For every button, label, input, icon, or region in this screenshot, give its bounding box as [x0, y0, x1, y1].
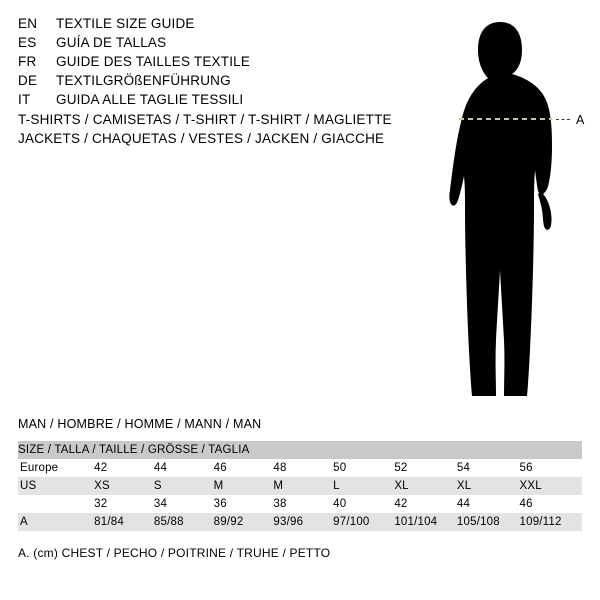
language-row — [18, 52, 378, 71]
row-label: A — [18, 513, 94, 531]
table-row — [18, 459, 582, 477]
row-label: Europe — [18, 459, 94, 477]
male-torso-silhouette-icon — [400, 10, 600, 410]
row-cell: L — [333, 477, 394, 495]
table-footnote: A. (cm) CHEST / PECHO / POITRINE / TRUHE / PETTO — [18, 546, 331, 560]
row-cell: 42 — [94, 459, 154, 477]
language-row — [18, 14, 378, 33]
language-list — [18, 14, 378, 109]
row-cell: 85/88 — [154, 513, 214, 531]
row-cell: 46 — [214, 459, 274, 477]
row-cell: XXL — [520, 477, 583, 495]
row-cell: M — [273, 477, 333, 495]
row-cell: 36 — [214, 495, 274, 513]
row-cell: 40 — [333, 495, 394, 513]
language-text: GUIDA ALLE TAGLIE TESSILI — [56, 92, 244, 107]
row-cell: 97/100 — [333, 513, 394, 531]
row-cell: 101/104 — [394, 513, 457, 531]
language-code: DE — [18, 73, 38, 88]
language-code: IT — [18, 92, 31, 107]
row-label — [18, 495, 94, 513]
language-code: ES — [18, 35, 37, 50]
figure-illustration — [400, 10, 600, 410]
row-cell: 56 — [520, 459, 583, 477]
row-cell: 44 — [154, 459, 214, 477]
category-list — [18, 110, 418, 148]
table-row — [18, 477, 582, 495]
row-label: US — [18, 477, 94, 495]
language-row — [18, 33, 378, 52]
row-cell: 52 — [394, 459, 457, 477]
row-cell: S — [154, 477, 214, 495]
table-header-row — [18, 441, 582, 459]
row-cell: 105/108 — [457, 513, 520, 531]
chest-leader-line — [556, 119, 570, 120]
row-cell: 34 — [154, 495, 214, 513]
table-header-label: SIZE / TALLA / TAILLE / GRÖSSE / TAGLIA — [18, 441, 582, 459]
category-tshirts: T-SHIRTS / CAMISETAS / T-SHIRT / T-SHIRT / MAGLIETTE — [18, 112, 392, 127]
language-row — [18, 71, 378, 90]
row-cell: 89/92 — [214, 513, 274, 531]
row-cell: 48 — [273, 459, 333, 477]
row-cell: 81/84 — [94, 513, 154, 531]
language-code: FR — [18, 54, 37, 69]
row-cell: 50 — [333, 459, 394, 477]
row-cell: XL — [394, 477, 457, 495]
row-cell: 32 — [94, 495, 154, 513]
table-title: MAN / HOMBRE / HOMME / MANN / MAN — [18, 417, 262, 431]
row-cell: XS — [94, 477, 154, 495]
table-row — [18, 513, 582, 531]
row-cell: 42 — [394, 495, 457, 513]
language-text: TEXTILGRÖßENFÜHRUNG — [56, 73, 231, 88]
language-text: GUIDE DES TAILLES TEXTILE — [56, 54, 251, 69]
chest-marker-label: A — [576, 113, 585, 127]
row-cell: 109/112 — [520, 513, 583, 531]
row-cell: 54 — [457, 459, 520, 477]
size-table — [18, 441, 582, 531]
table-row — [18, 495, 582, 513]
row-cell: 44 — [457, 495, 520, 513]
language-text: GUÍA DE TALLAS — [56, 35, 167, 50]
language-row — [18, 90, 378, 109]
category-jackets: JACKETS / CHAQUETAS / VESTES / JACKEN / GIACCHE — [18, 131, 385, 146]
row-cell: 46 — [520, 495, 583, 513]
row-cell: 93/96 — [273, 513, 333, 531]
language-text: TEXTILE SIZE GUIDE — [56, 16, 195, 31]
language-code: EN — [18, 16, 38, 31]
row-cell: XL — [457, 477, 520, 495]
row-cell: 38 — [273, 495, 333, 513]
row-cell: M — [214, 477, 274, 495]
